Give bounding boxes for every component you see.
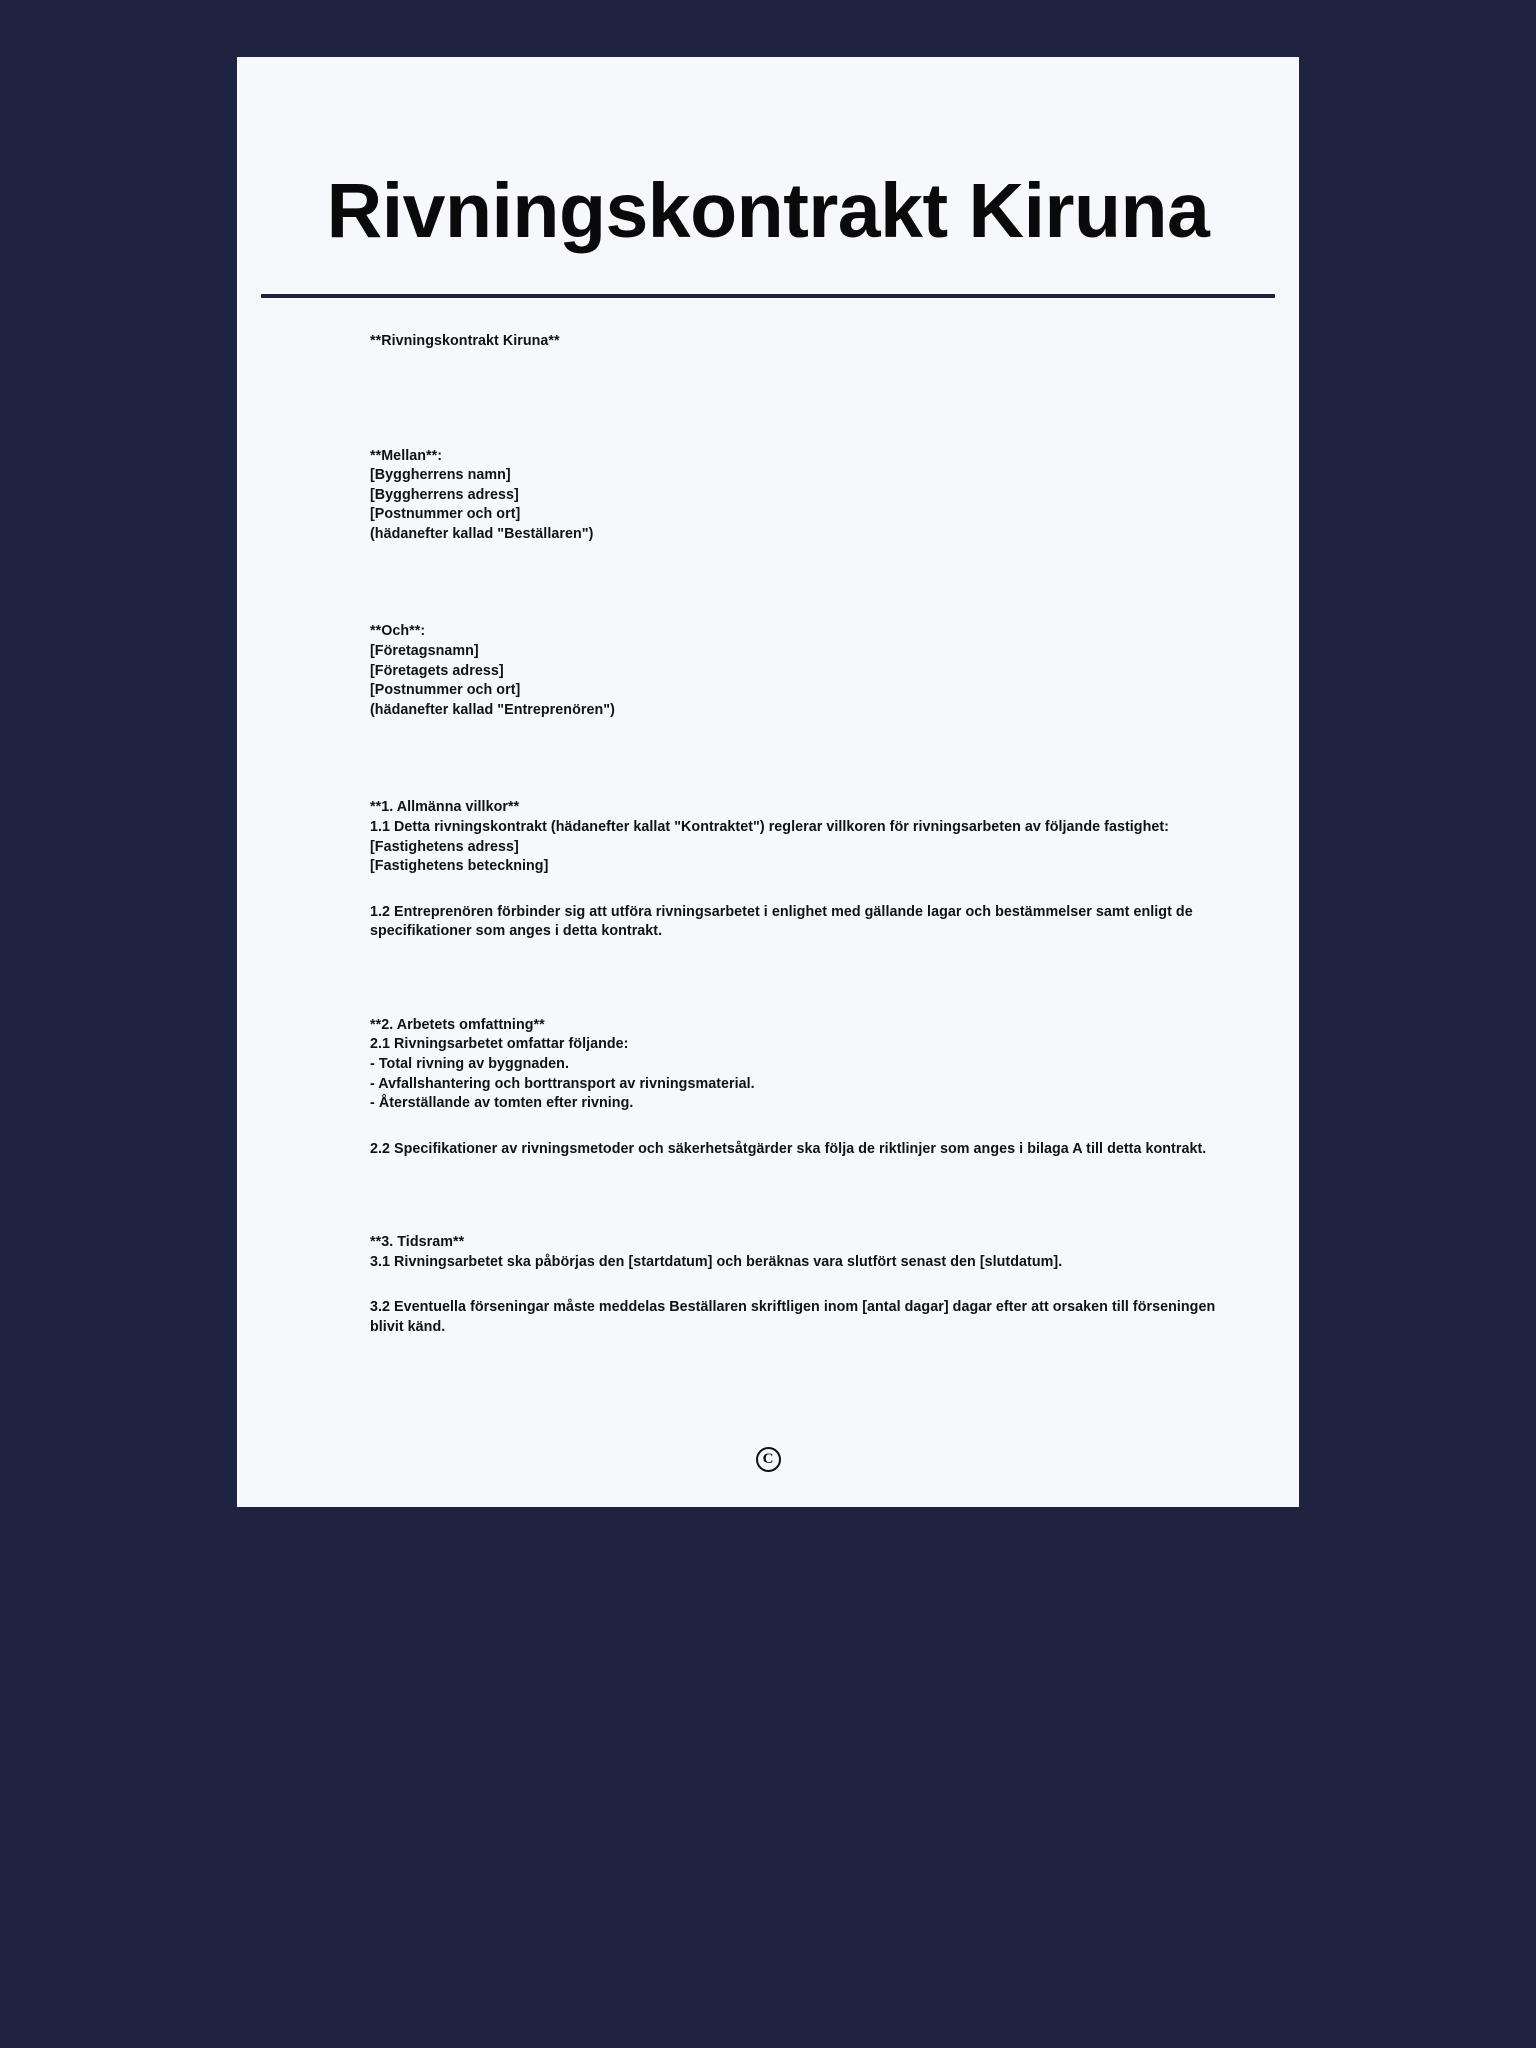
section-3-para-2: 3.2 Eventuella förseningar måste meddelas Beställaren skriftligen inom [antal dagar] dagar efter att orsaken till förseningen blivit känd. (370, 1299, 1216, 1336)
section-2-bullet-1: - Total rivning av byggnaden. (370, 1055, 569, 1072)
section-3-heading: **3. Tidsram** (370, 1234, 465, 1251)
section-2-heading: **2. Arbetets omfattning** (370, 1016, 545, 1033)
page-title: Rivningskontrakt Kiruna (326, 168, 1210, 254)
spacer (370, 352, 1229, 447)
section-3-para-1: 3.1 Rivningsarbetet ska påbörjas den [startdatum] och beräknas vara slutfört senast den [slutdatum]. (370, 1253, 1063, 1270)
contractor-line-4: (hädanefter kallad "Entreprenören") (370, 701, 615, 718)
section-1-para-2: [Fastighetens adress] (370, 838, 519, 855)
section-1-para-4: 1.2 Entreprenören förbinder sig att utföra rivningsarbetet i enlighet med gällande lagar och bestämmelser samt enligt de specifikationer som anges i detta kontrakt. (370, 903, 1193, 940)
contractor-line-3: [Postnummer och ort] (370, 682, 521, 699)
section-2-para-2: 2.2 Specifikationer av rivningsmetoder och säkerhetsåtgärder ska följa de riktlinjer som anges i bilaga A till detta kontrakt. (370, 1140, 1207, 1157)
and-label: **Och**: (370, 623, 426, 640)
section-2 (370, 1016, 1229, 1159)
section-1-heading: **1. Allmänna villkor** (370, 799, 520, 816)
section-1 (370, 798, 1229, 941)
client-line-4: (hädanefter kallad "Beställaren") (370, 525, 594, 542)
client-line-3: [Postnummer och ort] (370, 506, 521, 523)
heading-repeat: **Rivningskontrakt Kiruna** (370, 333, 560, 349)
section-1-para-1: 1.1 Detta rivningskontrakt (hädanefter kallat "Kontraktet") reglerar villkoren för rivningsarbeten av följande fastighet: (370, 818, 1169, 835)
spacer (370, 1159, 1229, 1233)
section-2-bullet-2: - Avfallshantering och borttransport av rivningsmaterial. (370, 1075, 755, 1092)
spacer (370, 544, 1229, 622)
spacer (370, 877, 1229, 903)
section-2-bullet-3: - Återställande av tomten efter rivning. (370, 1095, 634, 1112)
between-label: **Mellan**: (370, 447, 443, 464)
document-sheet (237, 57, 1299, 1507)
spacer (370, 720, 1229, 798)
document-body (237, 298, 1299, 1411)
parties-client-block (370, 447, 1229, 545)
parties-contractor-block (370, 622, 1229, 720)
spacer (370, 1272, 1229, 1298)
spacer (370, 1114, 1229, 1140)
contractor-line-1: [Företagsnamn] (370, 643, 479, 660)
section-2-para-1: 2.1 Rivningsarbetet omfattar följande: (370, 1036, 629, 1053)
document-footer (237, 1411, 1299, 1507)
spacer (370, 942, 1229, 1016)
heading-repeat-block (370, 332, 1229, 352)
section-1-para-3: [Fastighetens beteckning] (370, 858, 549, 875)
section-3 (370, 1233, 1229, 1337)
copyright-icon: C (756, 1447, 781, 1472)
client-line-2: [Byggherrens adress] (370, 486, 519, 503)
contractor-line-2: [Företagets adress] (370, 662, 504, 679)
client-line-1: [Byggherrens namn] (370, 467, 511, 484)
